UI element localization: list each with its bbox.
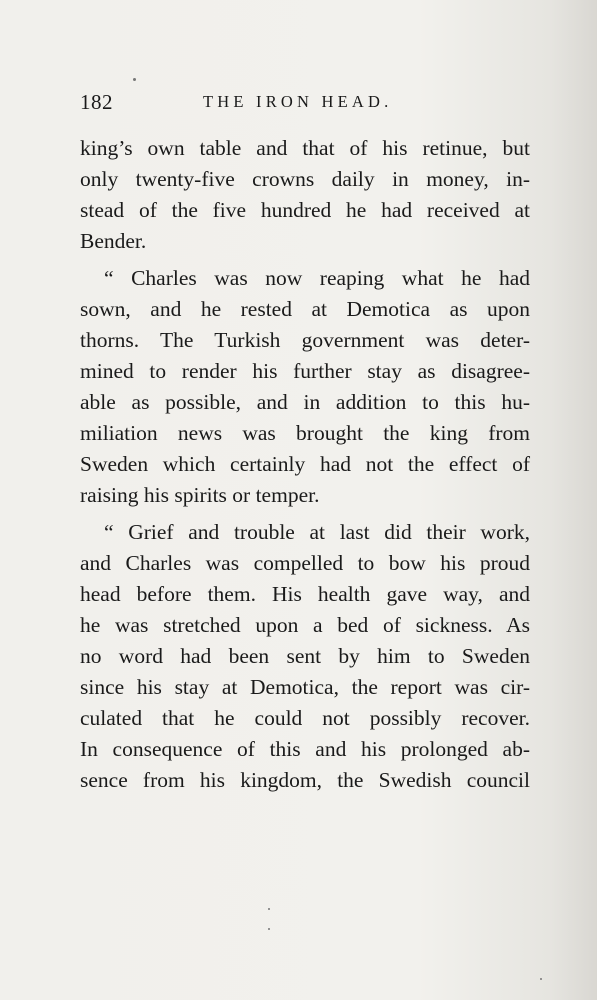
text-line: he was stretched upon a bed of sickness. As xyxy=(80,613,530,637)
text-line: able as possible, and in addition to this hu- xyxy=(80,390,530,414)
text-line: In consequence of this and his prolonged ab- xyxy=(80,737,530,761)
text-line: “ Grief and trouble at last did their work, xyxy=(104,520,530,544)
text-line: culated that he could not possibly recover. xyxy=(80,706,530,730)
paper-speck xyxy=(540,978,542,980)
text-line: Sweden which certainly had not the effect of xyxy=(80,452,530,476)
paper-speck xyxy=(268,928,270,930)
text-line: thorns. The Turkish government was deter- xyxy=(80,328,530,352)
running-head xyxy=(80,90,530,114)
text-line: sown, and he rested at Demotica as upon xyxy=(80,297,530,321)
text-line: sence from his kingdom, the Swedish council xyxy=(80,768,530,792)
text-line: “ Charles was now reaping what he had xyxy=(104,266,530,290)
text-line: no word had been sent by him to Sweden xyxy=(80,644,530,668)
text-line: miliation news was brought the king from xyxy=(80,421,530,445)
paper-speck xyxy=(133,78,136,81)
text-line: only twenty-five crowns daily in money, in- xyxy=(80,167,530,191)
text-line: king’s own table and that of his retinue, but xyxy=(80,136,530,160)
text-line: since his stay at Demotica, the report was cir- xyxy=(80,675,530,699)
text-line: raising his spirits or temper. xyxy=(80,483,320,507)
paper-speck xyxy=(268,908,270,910)
body-text xyxy=(80,133,530,796)
text-line: head before them. His health gave way, and xyxy=(80,582,530,606)
page-number: 182 xyxy=(80,90,113,114)
text-line: Bender. xyxy=(80,229,147,253)
text-line: and Charles was compelled to bow his proud xyxy=(80,551,530,575)
text-line: stead of the five hundred he had received at xyxy=(80,198,530,222)
running-title: THE IRON HEAD. xyxy=(203,92,393,111)
text-line: mined to render his further stay as disagree- xyxy=(80,359,530,383)
